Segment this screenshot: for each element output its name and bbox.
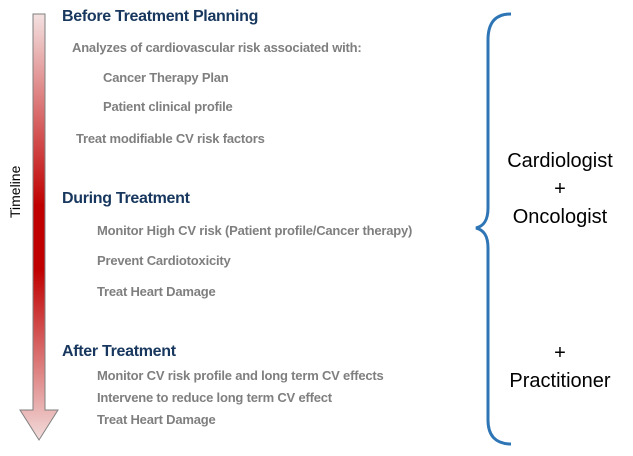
oncologist-label: Oncologist [512, 206, 608, 228]
cardiologist-label: Cardiologist [507, 150, 613, 172]
timeline-label: Timeline [7, 165, 23, 218]
before-sub-item: Cancer Therapy Plan [103, 70, 229, 85]
after-item: Treat Heart Damage [97, 412, 216, 427]
after-item: Monitor CV risk profile and long term CV effects [97, 368, 384, 383]
plus-sign: + [554, 178, 566, 200]
practitioner-label: Practitioner [509, 370, 611, 392]
plus-sign: + [554, 342, 566, 364]
after-item: Intervene to reduce long term CV effect [97, 390, 332, 405]
before-sub-item: Patient clinical profile [103, 99, 233, 114]
after-treatment-heading: After Treatment [62, 343, 176, 360]
before-final-item: Treat modifiable CV risk factors [76, 131, 265, 146]
before-treatment-heading: Before Treatment Planning [62, 8, 259, 25]
during-treatment-heading: During Treatment [62, 190, 190, 207]
during-item: Monitor High CV risk (Patient profile/Cancer therapy) [97, 223, 413, 238]
before-intro-text: Analyzes of cardiovascular risk associated with: [72, 40, 362, 55]
during-item: Prevent Cardiotoxicity [97, 253, 231, 268]
timeline-arrow [20, 14, 58, 440]
during-item: Treat Heart Damage [97, 284, 216, 299]
